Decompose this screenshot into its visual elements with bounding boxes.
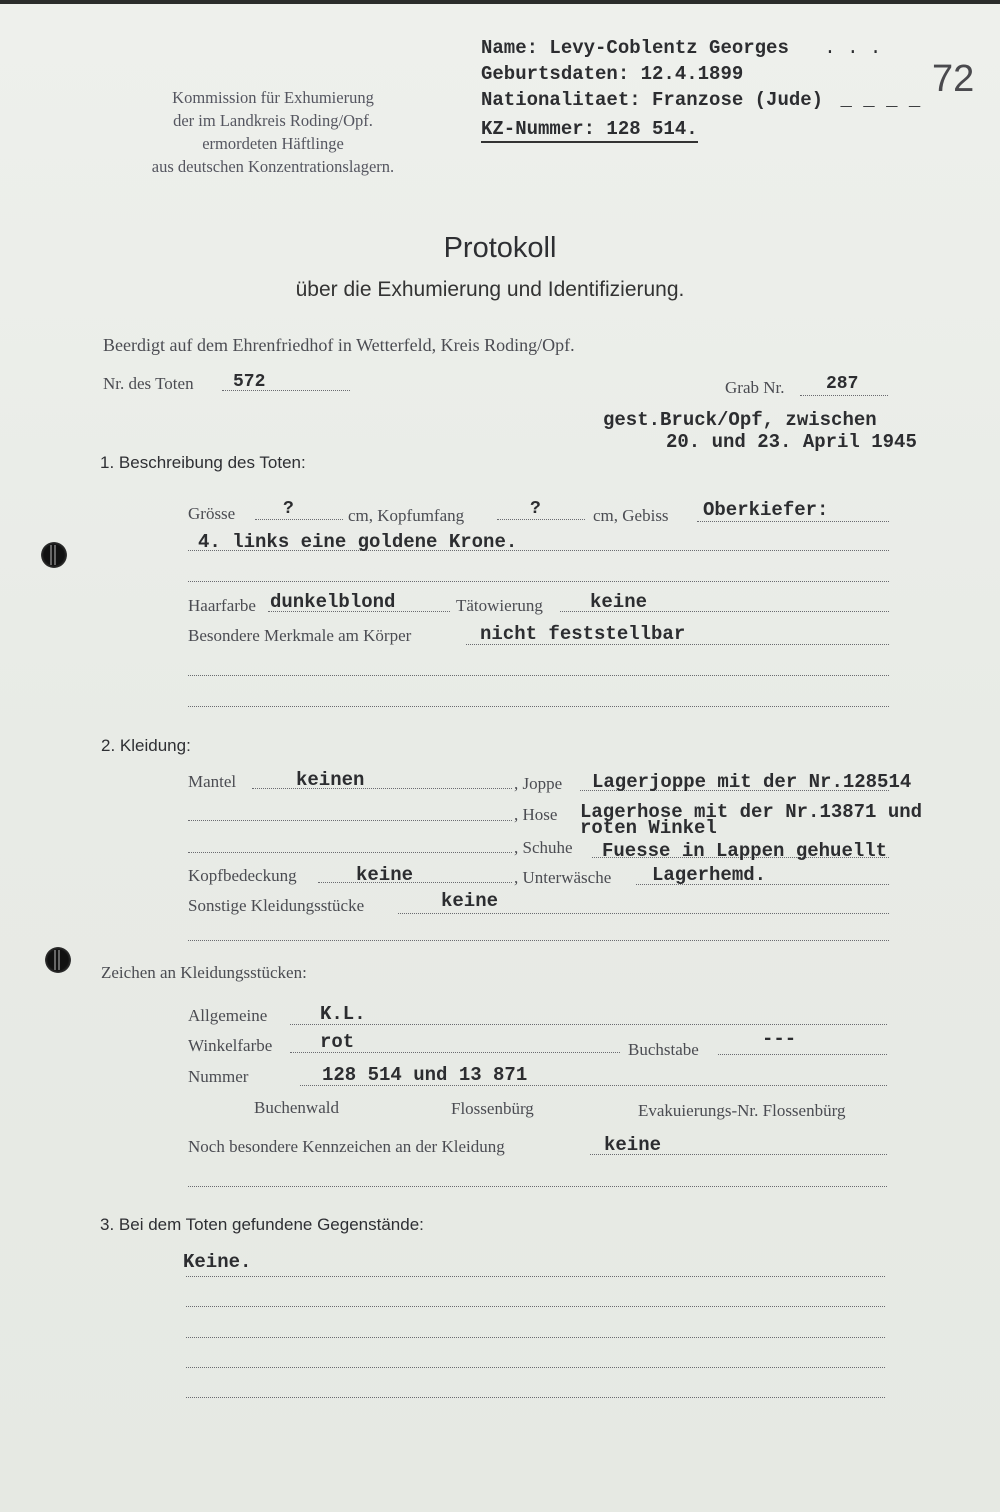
marks-value: nicht feststellbar — [480, 623, 686, 645]
number-label: Nummer — [188, 1067, 249, 1086]
hair-value: dunkelblond — [270, 591, 396, 613]
other-marks-value: keine — [604, 1134, 662, 1156]
blank-line-5 — [188, 1186, 887, 1187]
commission-line-1: Kommission für Exhumierung — [172, 88, 374, 107]
items-line-3 — [186, 1337, 885, 1338]
trousers-value-2: roten Winkel — [580, 817, 717, 839]
shoes-value: Fuesse in Lappen gehuellt — [602, 840, 888, 862]
color-value: rot — [320, 1031, 355, 1053]
grave-value: 287 — [826, 374, 859, 394]
items-line-2 — [186, 1306, 885, 1307]
letter-line — [718, 1054, 887, 1055]
items-line-1 — [186, 1276, 885, 1277]
other-clothing-value: keine — [441, 890, 499, 912]
headwear-value: keine — [356, 864, 414, 886]
camp-buchenwald: Buchenwald — [254, 1098, 339, 1117]
underwear-label: , Unterwäsche — [514, 868, 612, 887]
color-label: Winkelfarbe — [188, 1036, 273, 1055]
items-line-4 — [186, 1367, 885, 1368]
section2-heading: 2. Kleidung: — [101, 736, 191, 755]
head-circ-value: ? — [530, 499, 541, 519]
jacket-label: , Joppe — [514, 774, 563, 793]
death-date-line: 20. und 23. April 1945 — [666, 431, 917, 453]
coat-line — [252, 788, 512, 789]
coat-label: Mantel — [188, 772, 237, 791]
teeth-label: cm, Gebiss — [593, 506, 669, 525]
grave-label: Grab Nr. — [725, 378, 785, 397]
scan-top-edge — [0, 0, 1000, 4]
marks-label: Besondere Merkmale am Körper — [188, 626, 412, 645]
commission-line-2: der im Landkreis Roding/Opf. — [173, 111, 373, 130]
coat-value: keinen — [296, 769, 365, 791]
protocol-title: Protokoll — [443, 232, 557, 264]
other-clothing-label: Sonstige Kleidungsstücke — [188, 896, 365, 915]
height-label: Grösse — [188, 504, 236, 523]
commission-line-4: aus deutschen Konzentrationslagern. — [151, 157, 395, 176]
blank-line-4 — [188, 940, 889, 941]
general-line — [290, 1024, 887, 1025]
camp-evacuation: Evakuierungs-Nr. Flossenbürg — [638, 1101, 846, 1120]
other-clothing-line — [398, 913, 889, 914]
section3-value: Keine. — [183, 1251, 252, 1273]
other-marks-label: Noch besondere Kennzeichen an der Kleidung — [188, 1137, 505, 1156]
trousers-label: , Hose — [514, 805, 558, 824]
blank-line-3 — [188, 706, 889, 707]
commission-header — [118, 86, 428, 178]
punch-hole-bottom — [45, 947, 71, 973]
headwear-line — [318, 882, 512, 883]
birth-line: Geburtsdaten: 12.4.1899 — [481, 63, 744, 85]
hair-label: Haarfarbe — [188, 596, 256, 615]
protocol-subtitle: über die Exhumierung und Identifizierung. — [295, 278, 685, 301]
dead-number-value: 572 — [233, 372, 266, 392]
general-label: Allgemeine — [188, 1006, 268, 1025]
dead-number-label: Nr. des Toten — [103, 374, 194, 393]
name-dots: . . . — [824, 37, 882, 59]
page-number: 72 — [932, 58, 975, 100]
items-line-5 — [186, 1397, 885, 1398]
section1-heading: 1. Beschreibung des Toten: — [100, 453, 306, 472]
tattoo-label: Tätowierung — [456, 596, 543, 615]
teeth-line — [697, 521, 889, 522]
teeth-value: Oberkiefer: — [703, 499, 829, 521]
headwear-label: Kopfbedeckung — [188, 866, 297, 885]
letter-label: Buchstabe — [628, 1040, 699, 1059]
name-line — [481, 37, 881, 59]
blank-line-2 — [188, 675, 889, 676]
nationality-dashes: _ _ _ _ — [840, 89, 921, 111]
head-circ-label: cm, Kopfumfang — [348, 506, 465, 525]
general-value: K.L. — [320, 1003, 366, 1025]
head-circ-line — [497, 519, 585, 520]
kz-number-line: KZ-Nummer: 128 514. — [481, 118, 698, 143]
camp-flossenburg: Flossenbürg — [451, 1099, 534, 1118]
nationality-value: Nationalitaet: Franzose (Jude) — [481, 89, 824, 111]
grave-line — [800, 395, 888, 396]
blank-line-1 — [188, 581, 889, 582]
shoes-label: , Schuhe — [514, 838, 573, 857]
letter-value: --- — [762, 1028, 797, 1050]
death-place-line: gest.Bruck/Opf, zwischen — [603, 409, 877, 431]
height-value: ? — [283, 499, 294, 519]
marks-heading: Zeichen an Kleidungsstücken: — [101, 963, 307, 982]
section3-heading: 3. Bei dem Toten gefundene Gegenstände: — [100, 1215, 424, 1234]
tattoo-value: keine — [590, 591, 648, 613]
trousers-value-1: Lagerhose mit der Nr.13871 und — [580, 801, 923, 823]
punch-hole-top — [41, 542, 67, 568]
jacket-value: Lagerjoppe mit der Nr.128514 — [592, 771, 912, 793]
trousers-left-line — [188, 820, 512, 821]
shoes-left-line — [188, 852, 512, 853]
underwear-value: Lagerhemd. — [652, 864, 767, 886]
number-value: 128 514 und 13 871 — [322, 1064, 528, 1086]
name-value: Name: Levy-Coblentz Georges — [481, 37, 789, 59]
teeth-value-2: 4. links eine goldene Krone. — [198, 531, 518, 553]
commission-line-3: ermordeten Häftlinge — [202, 134, 344, 153]
height-line — [255, 519, 343, 520]
burial-line: Beerdigt auf dem Ehrenfriedhof in Wetterfeld, Kreis Roding/Opf. — [103, 335, 575, 355]
nationality-line — [481, 89, 920, 111]
